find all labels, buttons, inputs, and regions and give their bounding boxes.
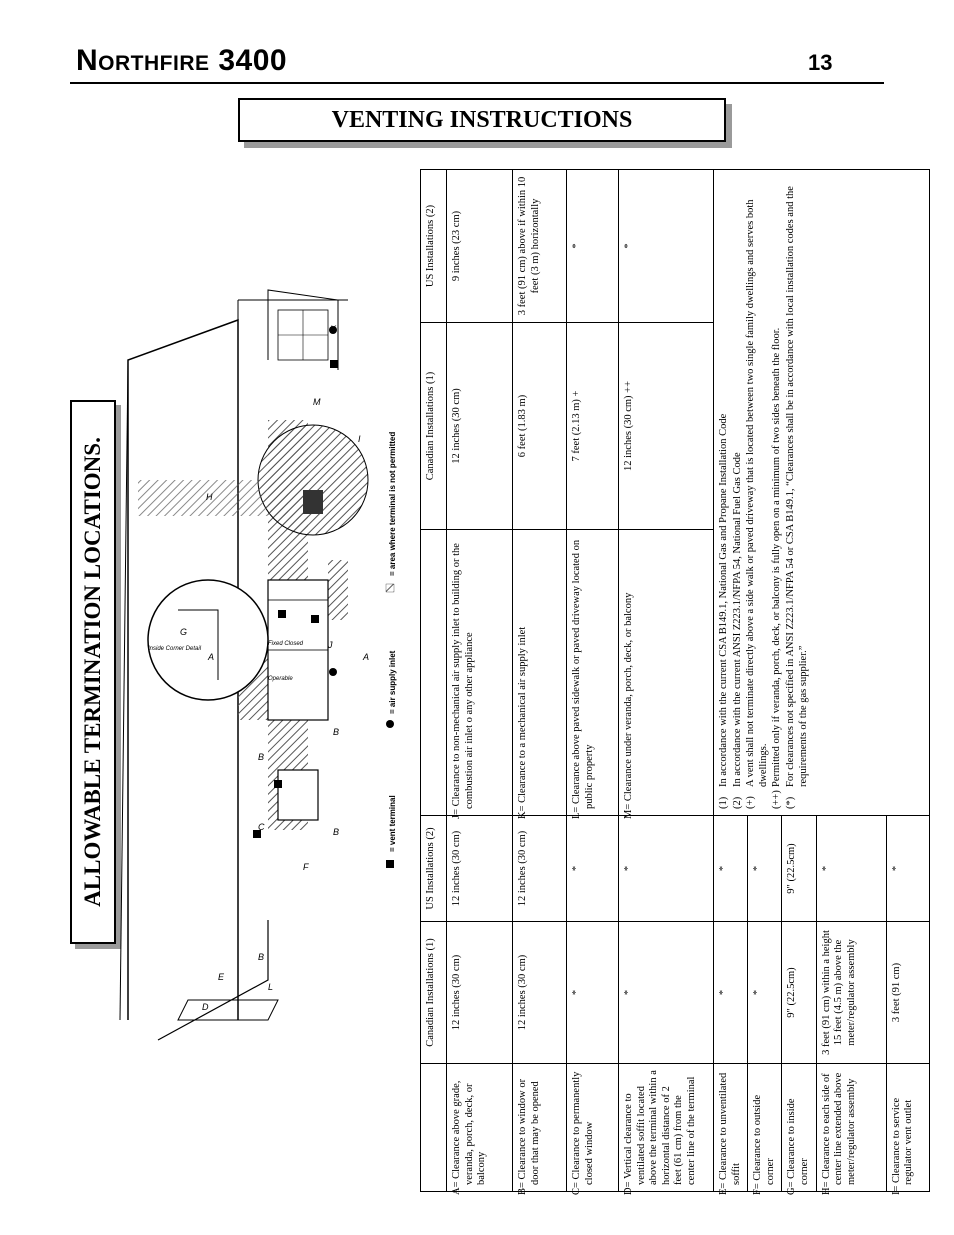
legend-area: = area where terminal is not permitted xyxy=(388,431,397,576)
row-label-k: K= Clearance to a mechanical air supply inlet xyxy=(513,530,567,816)
row-us-c: * xyxy=(567,816,619,922)
row-us-l: * xyxy=(567,170,619,323)
section-heading: VENTING INSTRUCTIONS xyxy=(331,106,633,133)
label-l: L xyxy=(268,982,274,992)
termination-diagram xyxy=(118,180,418,1060)
row-canadian-l: 7 feet (2.13 m) + xyxy=(567,323,619,530)
row-canadian-a: 12 inches (30 cm) xyxy=(447,922,513,1064)
row-us-k: 3 feet (91 cm) above if within 10 feet (3 m) horizontally xyxy=(513,170,567,323)
label-e: E xyxy=(218,972,225,982)
row-us-f: * xyxy=(748,816,782,922)
note: (*) For clearances not specified in ANSI Z223.1/NFPA 54 or CSA B149.1, “Clearances shall be in accordance with local installation codes and the requirements of the gas supplier.” xyxy=(784,186,809,809)
label-operable: Operable xyxy=(268,676,293,682)
row-label-b: B= Clearance to window or door that may be opened xyxy=(513,1064,567,1192)
label-a2: A xyxy=(208,652,215,662)
legend-vent: = vent terminal xyxy=(388,795,397,852)
hatched-zone xyxy=(328,560,348,620)
row-label-i: I= Clearance to service regulator vent outlet xyxy=(886,1064,929,1192)
row-label-e: E= Clearance to unventilated soffit xyxy=(714,1064,748,1192)
notes-cell xyxy=(714,170,930,816)
table-header-row xyxy=(421,170,447,1192)
row-canadian-b: 12 inches (30 cm) xyxy=(513,922,567,1064)
termination-heading: ALLOWABLE TERMINATION LOCATIONS. xyxy=(80,437,105,907)
row-canadian-e: * xyxy=(714,922,748,1064)
legend-air-mark xyxy=(386,720,394,728)
label-i: I xyxy=(358,434,361,444)
label-fixed-closed: Fixed Closed xyxy=(268,641,304,647)
label-c: C xyxy=(258,822,265,832)
vent-terminal-mark xyxy=(311,615,319,623)
legend-vent-mark xyxy=(386,860,394,868)
section-heading-box xyxy=(238,98,726,142)
header-us: US Installations (2) xyxy=(421,816,447,922)
row-label-f: F= Clearance to outside corner xyxy=(748,1064,782,1192)
page-number: 13 xyxy=(808,50,833,75)
legend-area-mark xyxy=(386,584,394,592)
header-blank xyxy=(421,1064,447,1192)
label-b3: B xyxy=(258,752,265,762)
header-canadian: Canadian Installations (1) xyxy=(421,922,447,1064)
row-label-d: D= Vertical clearance to ventilated soffit located above the terminal within a horizontal distance of 2 feet (61 cm) from the center line of the terminal xyxy=(619,1064,714,1192)
row-us-b: 12 inches (30 cm) xyxy=(513,816,567,922)
label-inside-corner: Inside Corner Detail xyxy=(148,646,202,652)
header-blank-2 xyxy=(421,530,447,816)
inside-corner-detail xyxy=(148,580,268,700)
label-m: M xyxy=(313,397,321,407)
row-us-i: * xyxy=(886,816,929,922)
label-b2: B xyxy=(333,827,340,837)
label-k: K xyxy=(330,324,337,334)
row-label-g: G= Clearance to inside corner xyxy=(782,1064,816,1192)
table-row xyxy=(567,170,619,1192)
note: (++) Permitted only if veranda, porch, deck, or balcony is fully open on a minimum of two sides beneath the floor. xyxy=(771,327,783,809)
clearance-table-wrapper xyxy=(420,170,922,1195)
gas-meter xyxy=(303,490,323,514)
table-row xyxy=(714,170,748,1192)
document-title: Northfire 3400 xyxy=(76,44,288,77)
row-us-a: 12 inches (30 cm) xyxy=(447,816,513,922)
vent-terminal-mark xyxy=(274,780,282,788)
label-b4: B xyxy=(333,727,340,737)
row-label-a: A= Clearance above grade, veranda, porch, deck, or balcony xyxy=(447,1064,513,1192)
row-canadian-k: 6 feet (1.83 m) xyxy=(513,323,567,530)
vent-terminal-mark xyxy=(278,610,286,618)
row-label-m: M= Clearance under veranda, porch, deck, or balcony xyxy=(619,530,714,816)
header-rule xyxy=(70,82,884,84)
label-d: D xyxy=(202,1002,209,1012)
table-row xyxy=(513,170,567,1192)
window-fixed xyxy=(278,770,318,820)
row-us-h: * xyxy=(816,816,886,922)
meter-band xyxy=(138,480,288,516)
air-inlet-mark xyxy=(329,668,337,676)
row-us-m: * xyxy=(619,170,714,323)
label-f: F xyxy=(303,862,309,872)
row-us-e: * xyxy=(714,816,748,922)
row-canadian-i: 3 feet (91 cm) xyxy=(886,922,929,1064)
row-canadian-h: 3 feet (91 cm) within a height 15 feet (4.5 m) above the meter/regulator assembly xyxy=(816,922,886,1064)
row-label-j: J= Clearance to non-mechanical air supply inlet to building or the combustion air inlet o any other appliance xyxy=(447,530,513,816)
row-canadian-f: * xyxy=(748,922,782,1064)
row-label-c: C= Clearance to permanently closed window xyxy=(567,1064,619,1192)
legend-air: = air supply inlet xyxy=(388,650,397,714)
row-canadian-j: 12 inches (30 cm) xyxy=(447,323,513,530)
row-canadian-c: * xyxy=(567,922,619,1064)
row-label-h: H= Clearance to each side of center line extended above meter/regulator assembly xyxy=(816,1064,886,1192)
label-a: A xyxy=(363,652,370,662)
header-us-2: US Installations (2) xyxy=(421,170,447,323)
row-us-d: * xyxy=(619,816,714,922)
label-g: G xyxy=(180,627,188,637)
table-row xyxy=(447,170,513,1192)
row-us-j: 9 inches (23 cm) xyxy=(447,170,513,323)
header-canadian-2: Canadian Installations (1) xyxy=(421,323,447,530)
note: (+) A vent shall not terminate directly above a side walk or paved driveway that is located between two single family dwellings and serves both dwellings. xyxy=(745,199,769,809)
note: (2) In accordance with the current ANSI Z223.1/NFPA 54, National Fuel Gas Code xyxy=(731,452,743,809)
row-canadian-d: * xyxy=(619,922,714,1064)
table-row xyxy=(619,170,714,1192)
note: (1) In accordance with the current CSA B149.1, National Gas and Propane Installation Code xyxy=(718,413,729,809)
row-canadian-m: 12 inches (30 cm) ++ xyxy=(619,323,714,530)
label-j: J xyxy=(328,640,333,650)
row-us-g: 9" (22.5cm) xyxy=(782,816,816,922)
termination-heading-box xyxy=(70,400,116,944)
label-b: B xyxy=(258,952,265,962)
vent-terminal-mark xyxy=(330,360,338,368)
clearance-table xyxy=(420,169,930,1195)
label-h: H xyxy=(206,492,213,502)
row-canadian-g: 9" (22.5cm) xyxy=(782,922,816,1064)
row-label-l: L= Clearance above paved sidewalk or paved driveway located on public property xyxy=(567,530,619,816)
